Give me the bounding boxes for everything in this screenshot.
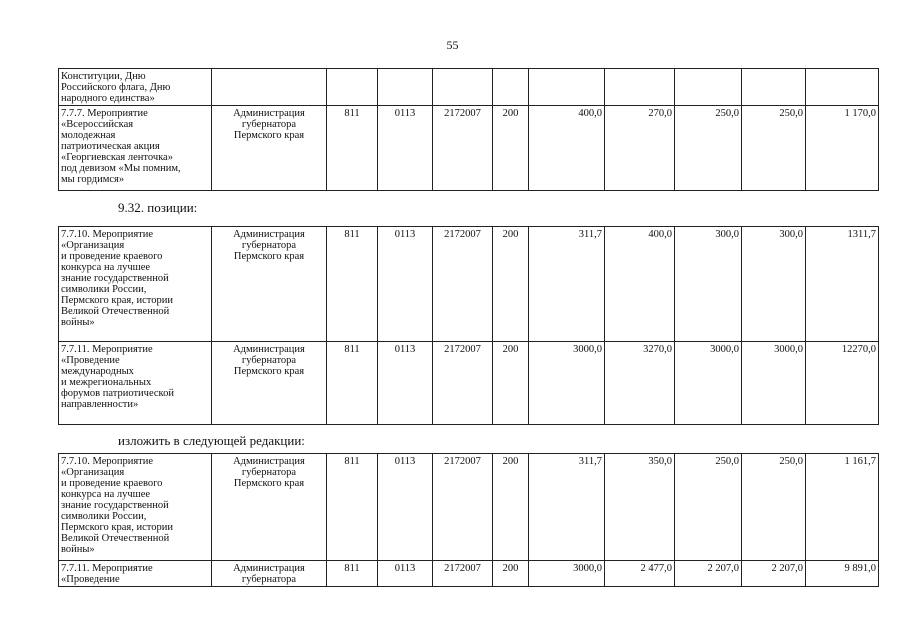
expense-type-cell: 200 [493,342,529,425]
glava-cell: 811 [327,561,378,587]
amount-year3-cell: 250,0 [675,106,742,191]
table-row [59,342,879,425]
expense-type-cell: 200 [493,454,529,561]
measure-name-cell: 7.7.7. Мероприятие «Всероссийская молодежная патриотическая акция «Георгиевская ленточка» под девизом «Мы помним, мы гордимся» [59,106,212,191]
amount-year2-cell: 2 477,0 [605,561,675,587]
executor-cell: Администрация губернатора Пермского края [212,342,327,425]
amount-total-cell: 1 170,0 [806,106,879,191]
table-row [59,227,879,342]
expense-type-cell: 200 [493,106,529,191]
target-article-cell: 2172007 [433,454,493,561]
table-row [59,106,879,191]
budget-table-new-edition [58,453,879,587]
amount-year2-cell: 400,0 [605,227,675,342]
amount-year2-cell: 3270,0 [605,342,675,425]
target-article-cell: 2172007 [433,227,493,342]
table-row [59,454,879,561]
amount-year1-cell: 3000,0 [529,342,605,425]
amount-total-cell: 1 161,7 [806,454,879,561]
executor-cell: Администрация губернатора [212,561,327,587]
amount-year1-cell: 311,7 [529,454,605,561]
amount-total-cell: 9 891,0 [806,561,879,587]
executor-cell: Администрация губернатора Пермского края [212,454,327,561]
target-article-cell: 2172007 [433,342,493,425]
budget-table-positions [58,226,879,425]
section-cell: 0113 [378,227,433,342]
executor-cell: Администрация губернатора Пермского края [212,106,327,191]
amount-year4-cell: 2 207,0 [742,561,806,587]
measure-name-cell: Конституции, Дню Российского флага, Дню народного единства» [59,69,212,106]
measure-name-cell: 7.7.10. Мероприятие «Организация и проведение краевого конкурса на лучшее знание государственной символики России, Пермского края, истории Великой Отечественной войны» [59,454,212,561]
amount-total-cell: 12270,0 [806,342,879,425]
amount-year3-cell: 2 207,0 [675,561,742,587]
expense-type-cell: 200 [493,561,529,587]
section-heading-new-edition: изложить в следующей редакции: [118,433,305,448]
table-row [59,561,879,587]
measure-name-cell: 7.7.11. Мероприятие «Проведение [59,561,212,587]
table-row [59,69,879,106]
amount-total-cell: 1311,7 [806,227,879,342]
amount-year2-cell: 270,0 [605,106,675,191]
executor-cell: Администрация губернатора Пермского края [212,227,327,342]
amount-year4-cell: 300,0 [742,227,806,342]
section-cell: 0113 [378,454,433,561]
measure-name-cell: 7.7.10. Мероприятие «Организация и проведение краевого конкурса на лучшее знание государственной символики России, Пермского края, истории Великой Отечественной войны» [59,227,212,342]
page-number: 55 [446,38,459,52]
glava-cell: 811 [327,227,378,342]
section-cell: 0113 [378,342,433,425]
section-cell: 0113 [378,106,433,191]
amount-year4-cell: 250,0 [742,106,806,191]
amount-year3-cell: 300,0 [675,227,742,342]
amount-year1-cell: 400,0 [529,106,605,191]
amount-year4-cell: 250,0 [742,454,806,561]
amount-year4-cell: 3000,0 [742,342,806,425]
amount-year2-cell: 350,0 [605,454,675,561]
amount-year3-cell: 250,0 [675,454,742,561]
glava-cell: 811 [327,342,378,425]
measure-name-cell: 7.7.11. Мероприятие «Проведение международных и межрегиональных форумов патриотической направленности» [59,342,212,425]
amount-year1-cell: 3000,0 [529,561,605,587]
expense-type-cell: 200 [493,227,529,342]
budget-table-current-top [58,68,879,191]
glava-cell: 811 [327,454,378,561]
amount-year3-cell: 3000,0 [675,342,742,425]
target-article-cell: 2172007 [433,106,493,191]
section-cell: 0113 [378,561,433,587]
amount-year1-cell: 311,7 [529,227,605,342]
section-heading-positions: 9.32. позиции: [118,200,198,215]
target-article-cell: 2172007 [433,561,493,587]
glava-cell: 811 [327,106,378,191]
